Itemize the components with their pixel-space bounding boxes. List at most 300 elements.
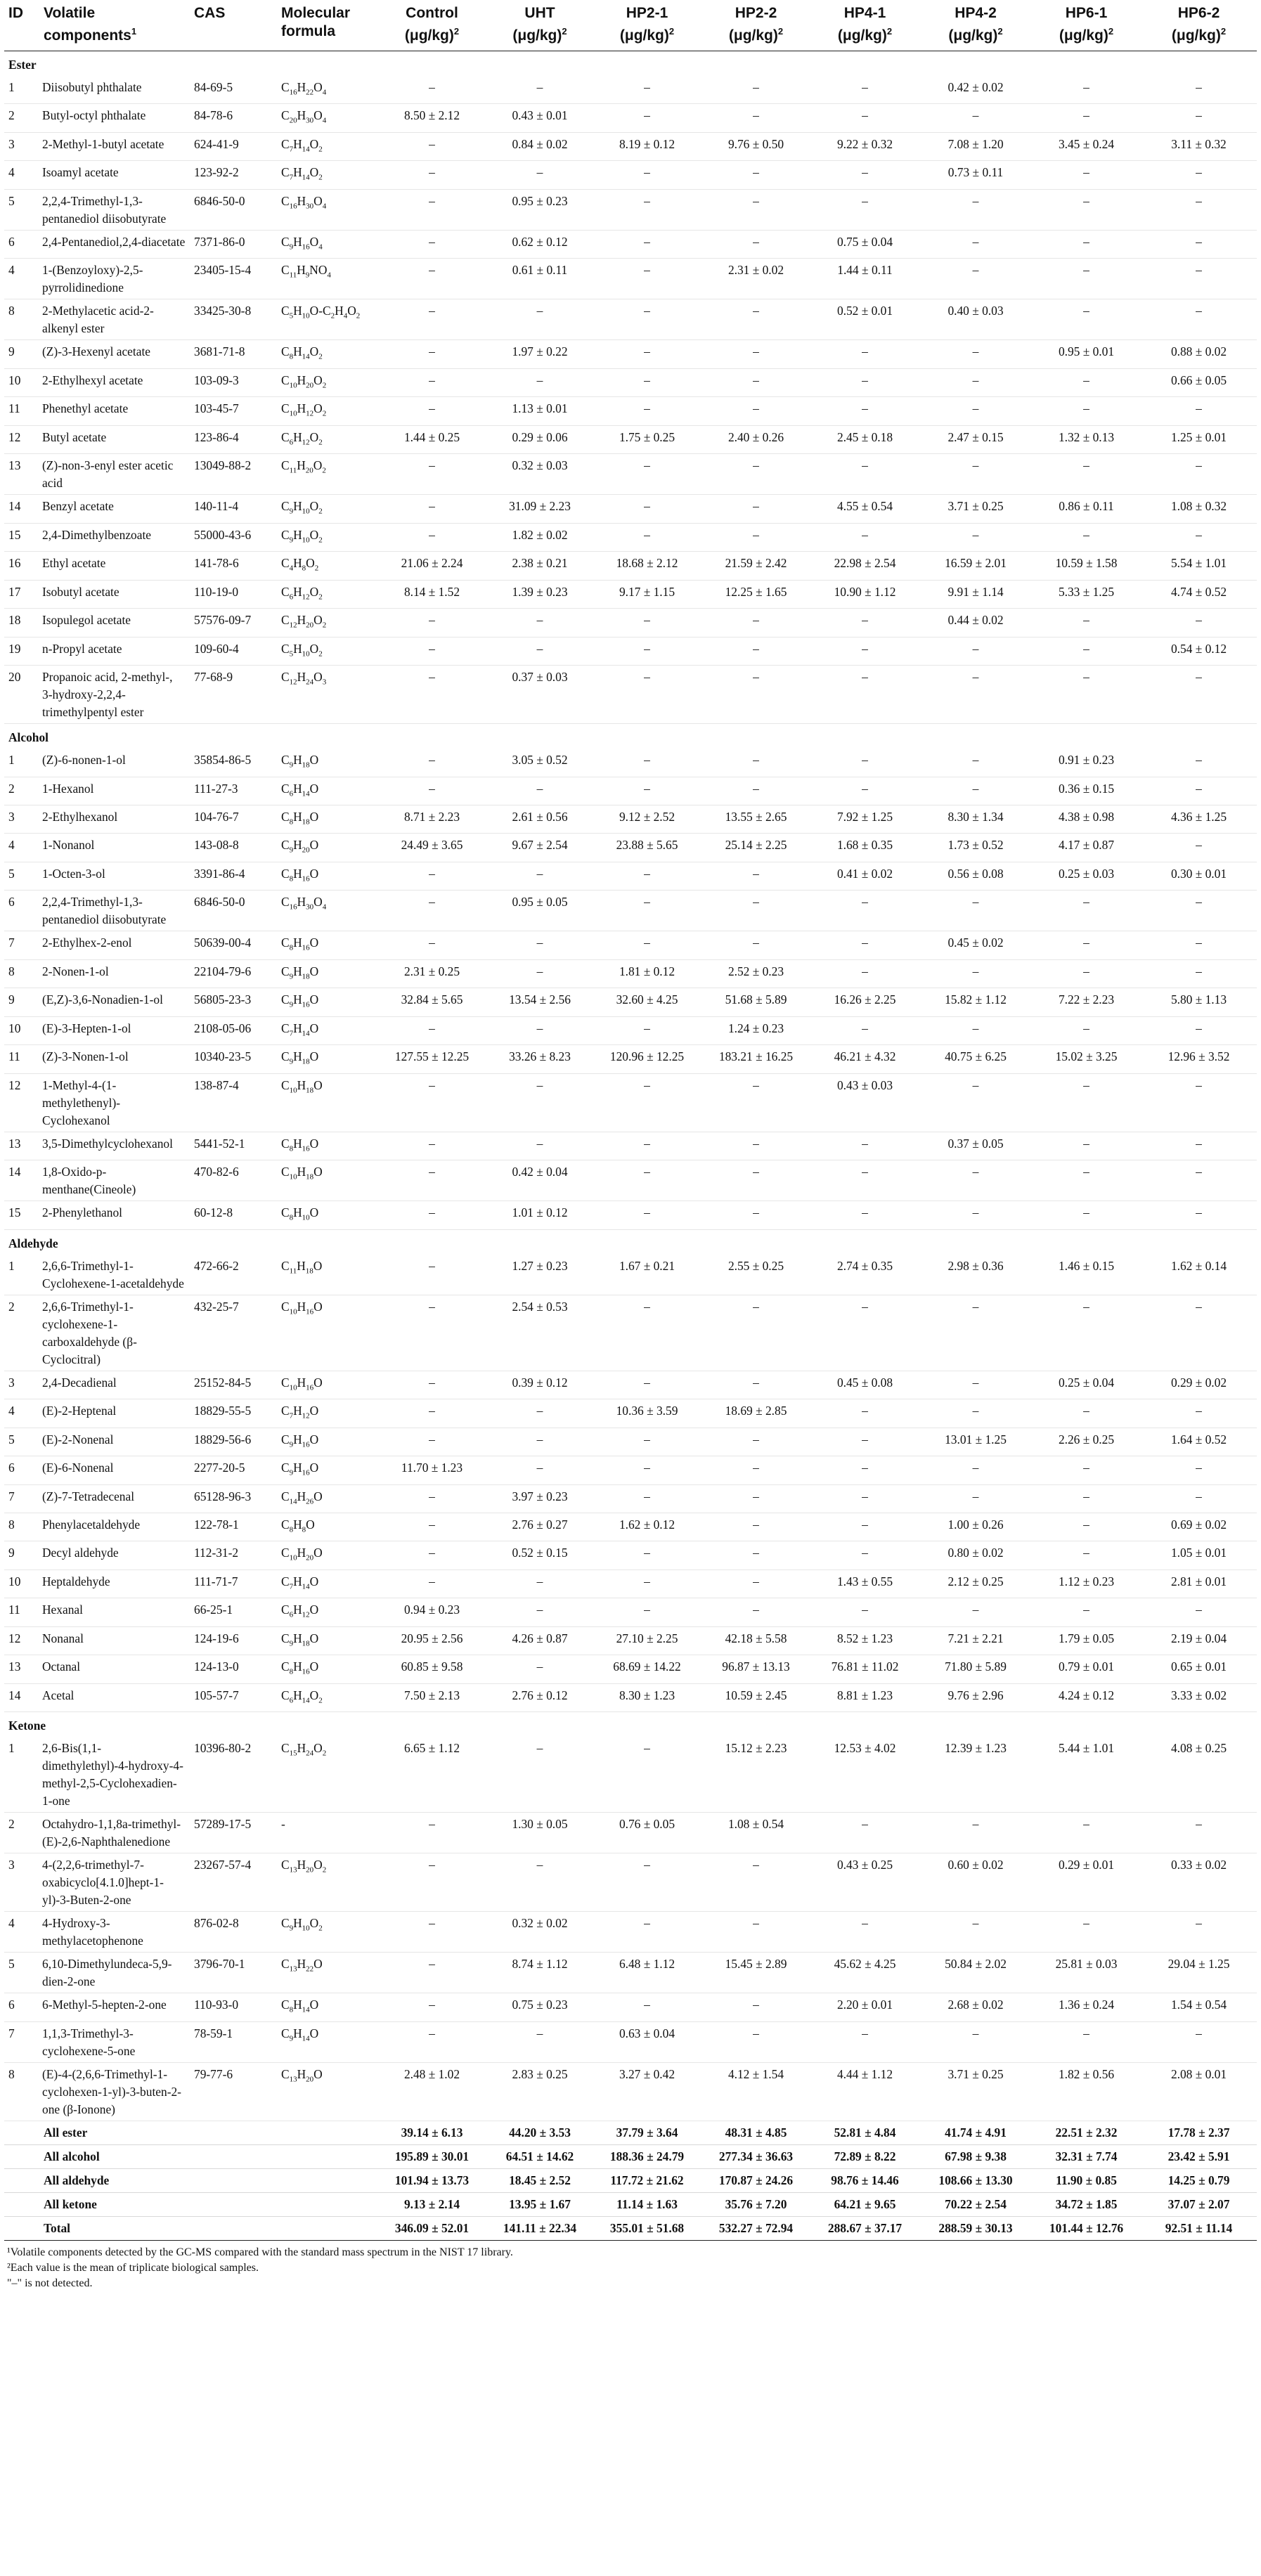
summary-value: 11.14 ± 1.63 [616, 2196, 678, 2211]
value-cell: – [1083, 670, 1089, 685]
value-cell: 1.62 ± 0.14 [1170, 1258, 1227, 1273]
row-id: 20 [8, 670, 21, 685]
molecular-formula: $C_9H_{18}O$ [281, 1631, 319, 1648]
molecular-formula: $C_9H_{18}O$ [281, 964, 319, 981]
value-cell: 0.39 ± 0.12 [512, 1375, 568, 1390]
summary-spacer [190, 2216, 277, 2240]
value-cell: 2.68 ± 0.02 [948, 1998, 1004, 2012]
table-row [4, 495, 1257, 523]
value-cell: – [429, 1858, 435, 1872]
row-id: 4 [8, 165, 15, 180]
value-cell: 1.82 ± 0.56 [1058, 2066, 1115, 2081]
summary-value: 108.66 ± 13.30 [938, 2173, 1013, 2187]
value-cell: – [644, 1136, 650, 1151]
value-cell: – [753, 1489, 759, 1503]
cas-number: 3796-70-1 [194, 1957, 245, 1972]
value-cell: 8.71 ± 2.23 [403, 809, 460, 824]
value-cell: – [429, 80, 435, 94]
value-cell: 1.54 ± 0.54 [1170, 1998, 1227, 2012]
value-cell: 1.82 ± 0.02 [512, 527, 568, 542]
value-cell: 46.21 ± 4.32 [834, 1049, 896, 1064]
row-id: 12 [8, 1631, 21, 1645]
molecular-formula: $C_{10}H_{12}O_2$ [281, 401, 327, 418]
cas-number: 18829-55-5 [194, 1404, 252, 1418]
cas-number: 143-08-8 [194, 838, 239, 853]
value-cell: – [1083, 527, 1089, 542]
molecular-formula: $C_6H_{14}O$ [281, 781, 319, 798]
molecular-formula: $C_6H_{12}O_2$ [281, 429, 323, 447]
row-id: 15 [8, 1205, 21, 1220]
value-cell: – [644, 1574, 650, 1588]
value-cell: 0.45 ± 0.08 [836, 1375, 893, 1390]
summary-value: 52.81 ± 4.84 [834, 2125, 896, 2140]
compound-name: 2,2,4-Trimethyl-1,3-pentanediol diisobutyrate [42, 895, 167, 927]
molecular-formula: $C_9H_{16}O$ [281, 992, 319, 1009]
value-cell: 0.43 ± 0.03 [836, 1077, 893, 1092]
value-cell: 27.10 ± 2.25 [616, 1631, 678, 1645]
summary-spacer [190, 2144, 277, 2168]
value-cell: 0.37 ± 0.05 [948, 1136, 1004, 1151]
value-cell: – [644, 234, 650, 249]
row-id: 8 [8, 964, 15, 978]
value-cell: – [972, 753, 979, 768]
row-id: 5 [8, 193, 15, 208]
table-row [4, 1569, 1257, 1598]
value-cell: 68.69 ± 14.22 [613, 1659, 681, 1674]
compound-name: 2,4-Dimethylbenzoate [42, 527, 152, 542]
value-cell: 0.29 ± 0.02 [1170, 1375, 1227, 1390]
value-cell: – [1083, 373, 1089, 387]
molecular-formula: $C_{13}H_{20}O$ [281, 2066, 323, 2084]
value-cell: – [536, 1136, 543, 1151]
compound-name: (E,Z)-3,6-Nonadien-1-ol [42, 992, 163, 1007]
value-cell: 3.11 ± 0.32 [1171, 136, 1227, 151]
row-id: 6 [8, 1998, 15, 2012]
value-cell: – [1196, 458, 1202, 473]
value-cell: 0.75 ± 0.23 [512, 1998, 568, 2012]
value-cell: 33.26 ± 8.23 [509, 1049, 571, 1064]
value-cell: – [1083, 1205, 1089, 1220]
table-header [4, 0, 1257, 51]
value-cell: 71.80 ± 5.89 [945, 1659, 1007, 1674]
value-cell: – [862, 1205, 868, 1220]
molecular-formula: $C_5H_{10}O-C_2H_4O_2$ [281, 304, 361, 321]
value-cell: – [644, 936, 650, 950]
value-cell: – [429, 866, 435, 881]
value-cell: 0.30 ± 0.01 [1170, 866, 1227, 881]
value-cell: – [753, 2026, 759, 2040]
row-id: 10 [8, 373, 21, 387]
value-cell: – [753, 1205, 759, 1220]
cas-number: 10340-23-5 [194, 1049, 252, 1064]
cas-number: 3681-71-8 [194, 344, 245, 359]
value-cell: 10.59 ± 2.45 [725, 1688, 787, 1702]
summary-value: 101.44 ± 12.76 [1049, 2220, 1124, 2235]
molecular-formula: $C_{13}H_{22}O$ [281, 1957, 323, 1974]
compound-name: 2-Ethylhexanol [42, 809, 118, 824]
value-cell: – [862, 527, 868, 542]
cas-number: 7371-86-0 [194, 234, 245, 249]
value-cell: – [1196, 304, 1202, 318]
molecular-formula: $C_{10}H_{16}O$ [281, 1299, 323, 1316]
value-cell: 2.48 ± 1.02 [403, 2066, 460, 2081]
value-cell: 96.87 ± 13.13 [722, 1659, 790, 1674]
molecular-formula: $C_9H_{16}O$ [281, 1432, 319, 1449]
molecular-formula: $C_9H_{10}O_2$ [281, 527, 323, 545]
value-cell: – [753, 1546, 759, 1560]
molecular-formula: - [281, 1817, 285, 1832]
summary-value: 288.59 ± 30.13 [938, 2220, 1013, 2235]
molecular-formula: $C_8H_{16}O$ [281, 1136, 319, 1153]
summary-spacer [277, 2144, 377, 2168]
value-cell: 1.36 ± 0.24 [1058, 1998, 1115, 2012]
molecular-formula: $C_{16}H_{22}O_4$ [281, 80, 327, 97]
value-cell: – [862, 193, 868, 208]
value-cell: – [1083, 234, 1089, 249]
value-cell: – [862, 1136, 868, 1151]
row-id: 3 [8, 1375, 15, 1390]
compound-name: Ethyl acetate [42, 556, 106, 571]
compound-name: (Z)-3-Nonen-1-ol [42, 1049, 129, 1064]
value-cell: 3.71 ± 0.25 [948, 2066, 1004, 2081]
value-cell: 51.68 ± 5.89 [725, 992, 787, 1007]
row-id: 10 [8, 1574, 21, 1588]
value-cell: – [644, 263, 650, 278]
value-cell: – [862, 753, 868, 768]
value-cell: – [972, 1375, 979, 1390]
molecular-formula: $C_{10}H_{18}O$ [281, 1165, 323, 1182]
value-cell: – [1196, 193, 1202, 208]
table-row [4, 931, 1257, 959]
value-cell: – [753, 613, 759, 628]
value-cell: 1.81 ± 0.12 [619, 964, 675, 978]
value-cell: – [644, 1077, 650, 1092]
value-cell: 3.71 ± 0.25 [948, 499, 1004, 514]
row-id: 4 [8, 1916, 15, 1931]
section-title: Ester [8, 58, 37, 72]
value-cell: – [644, 1461, 650, 1475]
value-cell: 0.65 ± 0.01 [1170, 1659, 1227, 1674]
compound-name: 2-Ethylhex-2-enol [42, 936, 132, 950]
compound-name: 1,8-Oxido-p-menthane(Cineole) [42, 1165, 136, 1197]
summary-row [4, 2216, 1257, 2240]
value-cell: – [429, 1817, 435, 1832]
header-group: HP4-2 $(\mu g/kg)^2$ [948, 5, 1003, 44]
summary-value: 23.42 ± 5.91 [1168, 2149, 1230, 2163]
compound-name: Isopulegol acetate [42, 613, 131, 628]
value-cell: – [1196, 401, 1202, 416]
compound-name: 1-Octen-3-ol [42, 866, 105, 881]
value-cell: – [972, 263, 979, 278]
value-cell: – [536, 866, 543, 881]
compound-name: 2,6-Bis(1,1-dimethylethyl)-4-hydroxy-4-methyl-2,5-Cyclohexadien-1-one [42, 1741, 183, 1808]
summary-value: 14.25 ± 0.79 [1168, 2173, 1230, 2187]
cas-number: 57576-09-7 [194, 613, 252, 628]
value-cell: – [429, 613, 435, 628]
value-cell: – [972, 373, 979, 387]
value-cell: – [1083, 108, 1089, 123]
cas-number: 472-66-2 [194, 1258, 239, 1273]
cas-number: 103-09-3 [194, 373, 239, 387]
value-cell: 0.42 ± 0.02 [948, 80, 1004, 94]
value-cell: 0.52 ± 0.01 [836, 304, 893, 318]
compound-name: Heptaldehyde [42, 1574, 110, 1588]
value-cell: – [862, 458, 868, 473]
value-cell: – [1196, 527, 1202, 542]
value-cell: 4.74 ± 0.52 [1170, 584, 1227, 599]
value-cell: 2.98 ± 0.36 [948, 1258, 1004, 1273]
value-cell: 0.44 ± 0.02 [948, 613, 1004, 628]
value-cell: – [972, 344, 979, 359]
cas-number: 140-11-4 [194, 499, 239, 514]
row-id: 2 [8, 108, 15, 123]
value-cell: – [862, 1916, 868, 1931]
value-cell: 2.81 ± 0.01 [1170, 1574, 1227, 1588]
value-cell: – [644, 1546, 650, 1560]
value-cell: 7.92 ± 1.25 [836, 809, 893, 824]
molecular-formula: $C_{16}H_{30}O_4$ [281, 193, 327, 211]
compound-name: (Z)-3-Hexenyl acetate [42, 344, 151, 359]
value-cell: – [644, 1165, 650, 1179]
molecular-formula: $C_{11}H_9NO_4$ [281, 263, 331, 280]
value-cell: – [429, 263, 435, 278]
value-cell: 1.32 ± 0.13 [1058, 429, 1115, 444]
cas-number: 5441-52-1 [194, 1136, 245, 1151]
value-cell: – [862, 964, 868, 978]
value-cell: – [644, 895, 650, 910]
row-id: 7 [8, 2026, 15, 2040]
value-cell: 1.39 ± 0.23 [512, 584, 568, 599]
value-cell: 1.67 ± 0.21 [619, 1258, 675, 1273]
table-row [4, 1132, 1257, 1160]
molecular-formula: $C_9H_{16}O$ [281, 1461, 319, 1477]
value-cell: – [1196, 1916, 1202, 1931]
molecular-formula: $C_4H_8O_2$ [281, 556, 319, 573]
cas-number: 470-82-6 [194, 1165, 239, 1179]
value-cell: – [972, 193, 979, 208]
value-cell: – [972, 1021, 979, 1035]
row-id: 5 [8, 1957, 15, 1972]
molecular-formula: $C_8H_{16}O$ [281, 866, 319, 884]
compound-name: Propanoic acid, 2-methyl-, 3-hydroxy-2,2,4-trimethylpentyl ester [42, 670, 173, 720]
value-cell: 9.76 ± 2.96 [948, 1688, 1004, 1702]
value-cell: 8.81 ± 1.23 [836, 1688, 893, 1702]
value-cell: – [644, 80, 650, 94]
value-cell: – [862, 80, 868, 94]
value-cell: – [536, 165, 543, 180]
cas-number: 124-13-0 [194, 1659, 239, 1674]
value-cell: 12.53 ± 4.02 [834, 1741, 896, 1756]
table-row [4, 1371, 1257, 1399]
summary-value: 17.78 ± 2.37 [1168, 2125, 1230, 2140]
header-group: HP2-2 $(\mu g/kg)^2$ [728, 5, 784, 44]
row-id: 13 [8, 458, 21, 473]
value-cell: – [1083, 1136, 1089, 1151]
value-cell: 60.85 ± 9.58 [401, 1659, 463, 1674]
summary-value: 101.94 ± 13.73 [394, 2173, 470, 2187]
value-cell: – [644, 1858, 650, 1872]
value-cell: – [429, 458, 435, 473]
molecular-formula: $C_{13}H_{20}O_2$ [281, 1858, 327, 1875]
value-cell: – [972, 641, 979, 656]
value-cell: – [1196, 1489, 1202, 1503]
molecular-formula: $C_{12}H_{24}O_3$ [281, 670, 327, 687]
row-id: 17 [8, 584, 21, 599]
molecular-formula: $C_6H_{14}O_2$ [281, 1688, 323, 1705]
summary-value: 64.51 ± 14.62 [505, 2149, 574, 2163]
value-cell: 4.24 ± 0.12 [1058, 1688, 1115, 1702]
row-id: 3 [8, 136, 15, 151]
table-row [4, 1737, 1257, 1813]
value-cell: – [429, 1957, 435, 1972]
value-cell: – [862, 1546, 868, 1560]
value-cell: 2.76 ± 0.12 [512, 1688, 568, 1702]
value-cell: 9.76 ± 0.50 [728, 136, 784, 151]
value-cell: 0.73 ± 0.11 [948, 165, 1004, 180]
value-cell: 2.61 ± 0.56 [512, 809, 568, 824]
value-cell: – [862, 1021, 868, 1035]
header-group: HP2-1 $(\mu g/kg)^2$ [619, 5, 675, 44]
value-cell: 4.17 ± 0.87 [1058, 838, 1115, 853]
cas-number: 110-19-0 [194, 584, 239, 599]
table-row [4, 2062, 1257, 2121]
table-row [4, 523, 1257, 551]
value-cell: – [644, 866, 650, 881]
compound-name: (Z)-non-3-enyl ester acetic acid [42, 458, 174, 491]
compound-name: Octahydro-1,1,8a-trimethyl-(E)-2,6-Naphthalenedione [42, 1817, 181, 1849]
value-cell: 1.12 ± 0.23 [1058, 1574, 1115, 1588]
value-cell: – [862, 670, 868, 685]
cas-number: 25152-84-5 [194, 1375, 252, 1390]
value-cell: – [644, 458, 650, 473]
table-row [4, 1428, 1257, 1456]
summary-value: 117.72 ± 21.62 [610, 2173, 684, 2187]
table-row [4, 1045, 1257, 1073]
table-row [4, 1255, 1257, 1295]
header-group: HP6-2 $(\mu g/kg)^2$ [1171, 5, 1227, 44]
value-cell: – [1083, 458, 1089, 473]
value-cell: – [862, 1404, 868, 1418]
value-cell: – [429, 193, 435, 208]
value-cell: – [1196, 1603, 1202, 1617]
value-cell: 0.76 ± 0.05 [619, 1817, 675, 1832]
table-row [4, 397, 1257, 425]
table-row [4, 1541, 1257, 1569]
value-cell: 0.80 ± 0.02 [948, 1546, 1004, 1560]
value-cell: – [753, 458, 759, 473]
molecular-formula: $C_{10}H_{16}O$ [281, 1375, 323, 1392]
value-cell: – [536, 1659, 543, 1674]
compound-name: 4-(2,2,6-trimethyl-7-oxabicyclo[4.1.0]hept-1-yl)-3-Buten-2-one [42, 1858, 164, 1908]
table-row [4, 1683, 1257, 1711]
compound-name: (Z)-6-nonen-1-ol [42, 753, 126, 768]
value-cell: – [1196, 670, 1202, 685]
table-row [4, 2021, 1257, 2062]
table-row [4, 834, 1257, 862]
summary-value: 98.76 ± 14.46 [831, 2173, 899, 2187]
value-cell: – [972, 895, 979, 910]
row-id: 9 [8, 344, 15, 359]
summary-value: 48.31 ± 4.85 [725, 2125, 787, 2140]
table-row [4, 1484, 1257, 1513]
compound-name: Acetal [42, 1688, 75, 1702]
value-cell: 8.19 ± 0.12 [619, 136, 675, 151]
value-cell: 5.44 ± 1.01 [1058, 1741, 1115, 1756]
value-cell: – [429, 1299, 435, 1314]
table-row [4, 259, 1257, 299]
value-cell: – [644, 1432, 650, 1446]
table-row [4, 76, 1257, 104]
value-cell: 20.95 ± 2.56 [401, 1631, 463, 1645]
cas-number: 22104-79-6 [194, 964, 252, 978]
value-cell: 0.95 ± 0.05 [512, 895, 568, 910]
value-cell: – [753, 80, 759, 94]
value-cell: 0.36 ± 0.15 [1058, 781, 1115, 796]
value-cell: 1.25 ± 0.01 [1170, 429, 1227, 444]
molecular-formula: $C_7H_{14}O$ [281, 1021, 319, 1038]
row-id: 7 [8, 1489, 15, 1503]
row-id: 8 [8, 1517, 15, 1532]
value-cell: – [429, 641, 435, 656]
value-cell: – [862, 344, 868, 359]
summary-spacer [277, 2192, 377, 2216]
value-cell: – [972, 670, 979, 685]
value-cell: – [644, 753, 650, 768]
value-cell: – [644, 304, 650, 318]
value-cell: 1.75 ± 0.25 [619, 429, 675, 444]
value-cell: 8.74 ± 1.12 [512, 1957, 568, 1972]
value-cell: 0.43 ± 0.01 [512, 108, 568, 123]
compound-name: Isobutyl acetate [42, 584, 119, 599]
compound-name: 1,1,3-Trimethyl-3-cyclohexene-5-one [42, 2026, 136, 2058]
table-row [4, 959, 1257, 988]
value-cell: 1.73 ± 0.52 [948, 838, 1004, 853]
value-cell: – [862, 401, 868, 416]
molecular-formula: $C_9H_{10}O_2$ [281, 499, 323, 516]
value-cell: – [753, 1858, 759, 1872]
cas-number: 84-78-6 [194, 108, 233, 123]
table-row [4, 862, 1257, 890]
summary-value: 64.21 ± 9.65 [834, 2196, 896, 2211]
value-cell: – [1196, 80, 1202, 94]
cas-number: 6846-50-0 [194, 193, 245, 208]
value-cell: 10.90 ± 1.12 [834, 584, 896, 599]
table-row [4, 1160, 1257, 1201]
row-id: 13 [8, 1136, 21, 1151]
value-cell: – [429, 1574, 435, 1588]
value-cell: 2.31 ± 0.02 [728, 263, 784, 278]
molecular-formula: $C_8H_{14}O$ [281, 1998, 319, 2014]
value-cell: 22.98 ± 2.54 [834, 556, 896, 571]
value-cell: 0.41 ± 0.02 [836, 866, 893, 881]
value-cell: 0.88 ± 0.02 [1170, 344, 1227, 359]
value-cell: – [753, 936, 759, 950]
value-cell: 1.44 ± 0.11 [837, 263, 893, 278]
row-id: 15 [8, 527, 21, 542]
value-cell: – [429, 1077, 435, 1092]
summary-value: 288.67 ± 37.17 [827, 2220, 903, 2235]
value-cell: – [644, 1205, 650, 1220]
value-cell: 4.26 ± 0.87 [512, 1631, 568, 1645]
summary-value: 141.11 ± 22.34 [503, 2220, 577, 2235]
value-cell: 23.88 ± 5.65 [616, 838, 678, 853]
value-cell: – [429, 165, 435, 180]
molecular-formula: $C_6H_{12}O_2$ [281, 584, 323, 602]
header-formula: Molecular formula [281, 5, 351, 39]
summary-value: 18.45 ± 2.52 [509, 2173, 571, 2187]
row-id: 3 [8, 1858, 15, 1872]
value-cell: 7.08 ± 1.20 [948, 136, 1004, 151]
